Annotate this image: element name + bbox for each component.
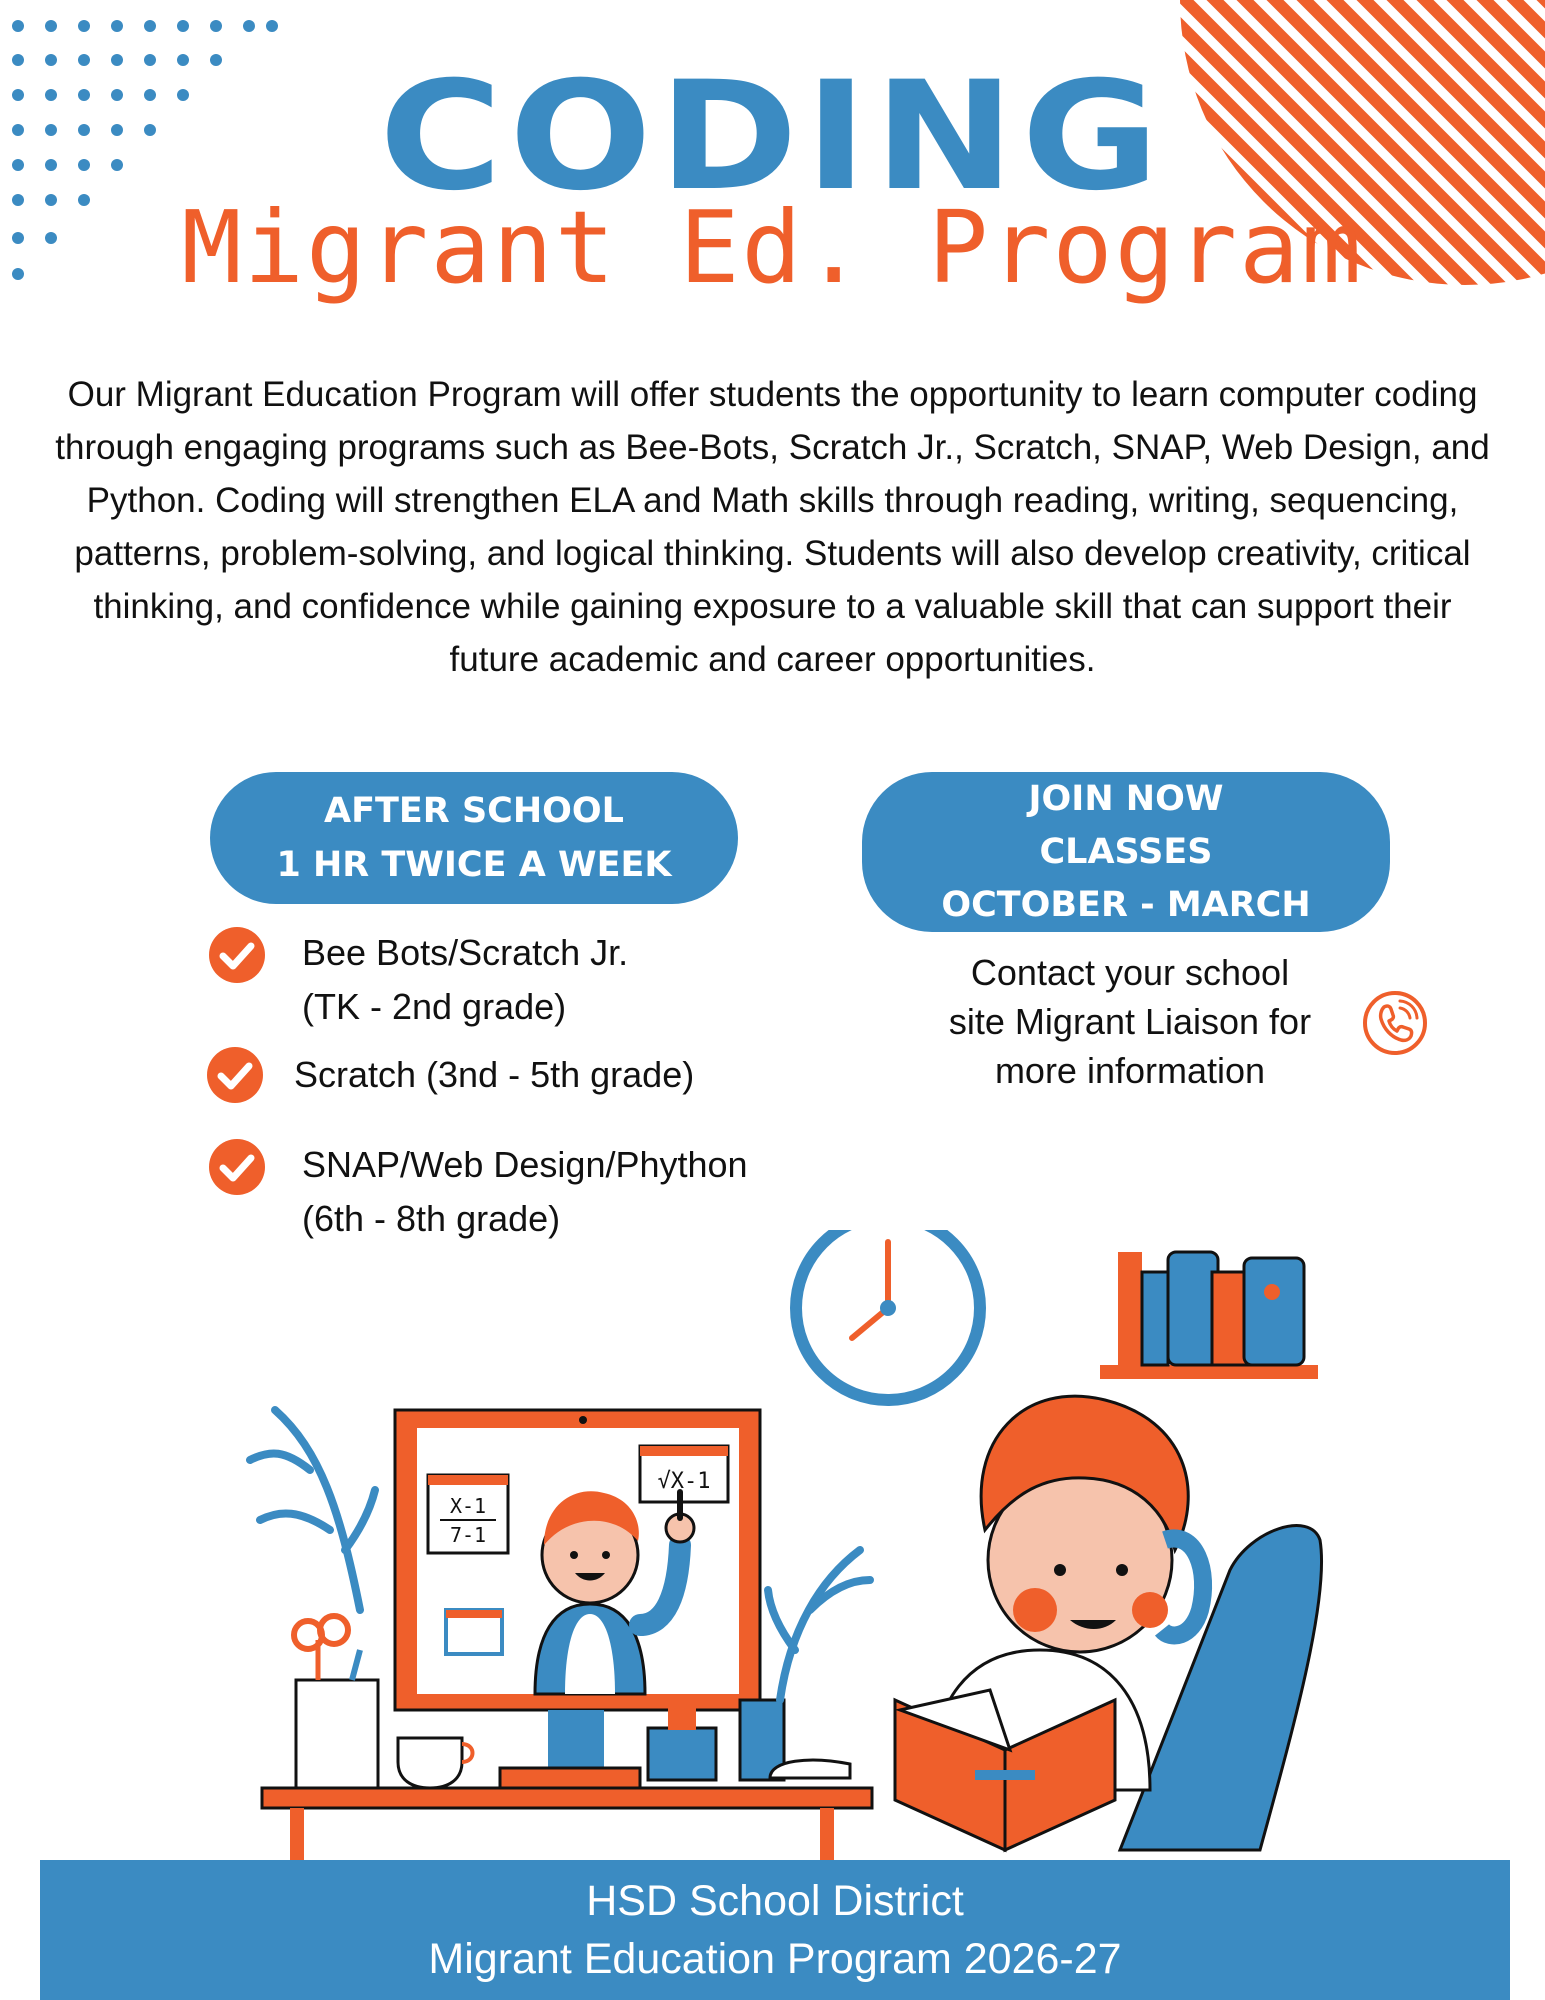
program-item: [208, 926, 628, 1034]
bookshelf: [1100, 1252, 1318, 1379]
join-line-3: OCTOBER - MARCH: [941, 884, 1311, 925]
board-sqrt: √X-1: [657, 1469, 711, 1494]
contact-line-2: site Migrant Liaison for: [948, 1001, 1312, 1042]
clock-icon: [796, 1230, 980, 1400]
program-name: Scratch (3nd - 5th grade): [294, 1054, 695, 1095]
join-banner: [862, 772, 1390, 932]
pen-holder: [294, 1616, 378, 1800]
program-grades: (TK - 2nd grade): [302, 986, 567, 1027]
page-subtitle: Migrant Ed. Program: [181, 189, 1364, 306]
program-name: SNAP/Web Design/Phython: [302, 1144, 748, 1185]
join-line-2: CLASSES: [1039, 831, 1213, 872]
schedule-line-2: 1 HR TWICE A WEEK: [276, 845, 672, 885]
contact-info: [905, 948, 1355, 1095]
board-fraction-bottom: 7-1: [449, 1523, 487, 1547]
program-item-text: [294, 1048, 694, 1102]
program-name: Bee Bots/Scratch Jr.: [302, 932, 629, 973]
check-circle-icon: [206, 1046, 264, 1104]
check-circle-icon: [208, 926, 266, 984]
schedule-banner: [210, 772, 738, 904]
footer-program: Migrant Education Program 2026-27: [428, 1935, 1122, 1983]
board-fraction-top: X-1: [449, 1494, 487, 1518]
program-description: Our Migrant Education Program will offer students the opportunity to learn computer coding through engaging programs such as Bee-Bots, Scratch Jr., Scratch, SNAP, Web Design, and Python. Coding will strengthen ELA and Math skills through reading, writing, sequencing, patterns, problem-solving, and logical thinking. Students will also develop creativity, critical thinking, and confidence while gaining exposure to a valuable skill that can support their future academic and career opportunities.: [55, 375, 1490, 679]
program-item-text: [302, 926, 628, 1034]
program-item: [206, 1046, 694, 1104]
plant-left: [250, 1410, 375, 1610]
program-grades: (6th - 8th grade): [302, 1198, 561, 1239]
footer-district: HSD School District: [586, 1877, 964, 1925]
study-illustration: [0, 1230, 1545, 1870]
page-title: CODING: [379, 50, 1166, 224]
contact-line-1: Contact your school: [970, 952, 1290, 993]
join-line-1: JOIN NOW: [1028, 778, 1224, 819]
schedule-line-1: AFTER SCHOOL: [324, 791, 624, 831]
phone-icon: [1360, 988, 1430, 1058]
contact-line-3: more information: [994, 1050, 1266, 1091]
footer-banner: [40, 1860, 1510, 2000]
check-circle-icon: [208, 1138, 266, 1196]
